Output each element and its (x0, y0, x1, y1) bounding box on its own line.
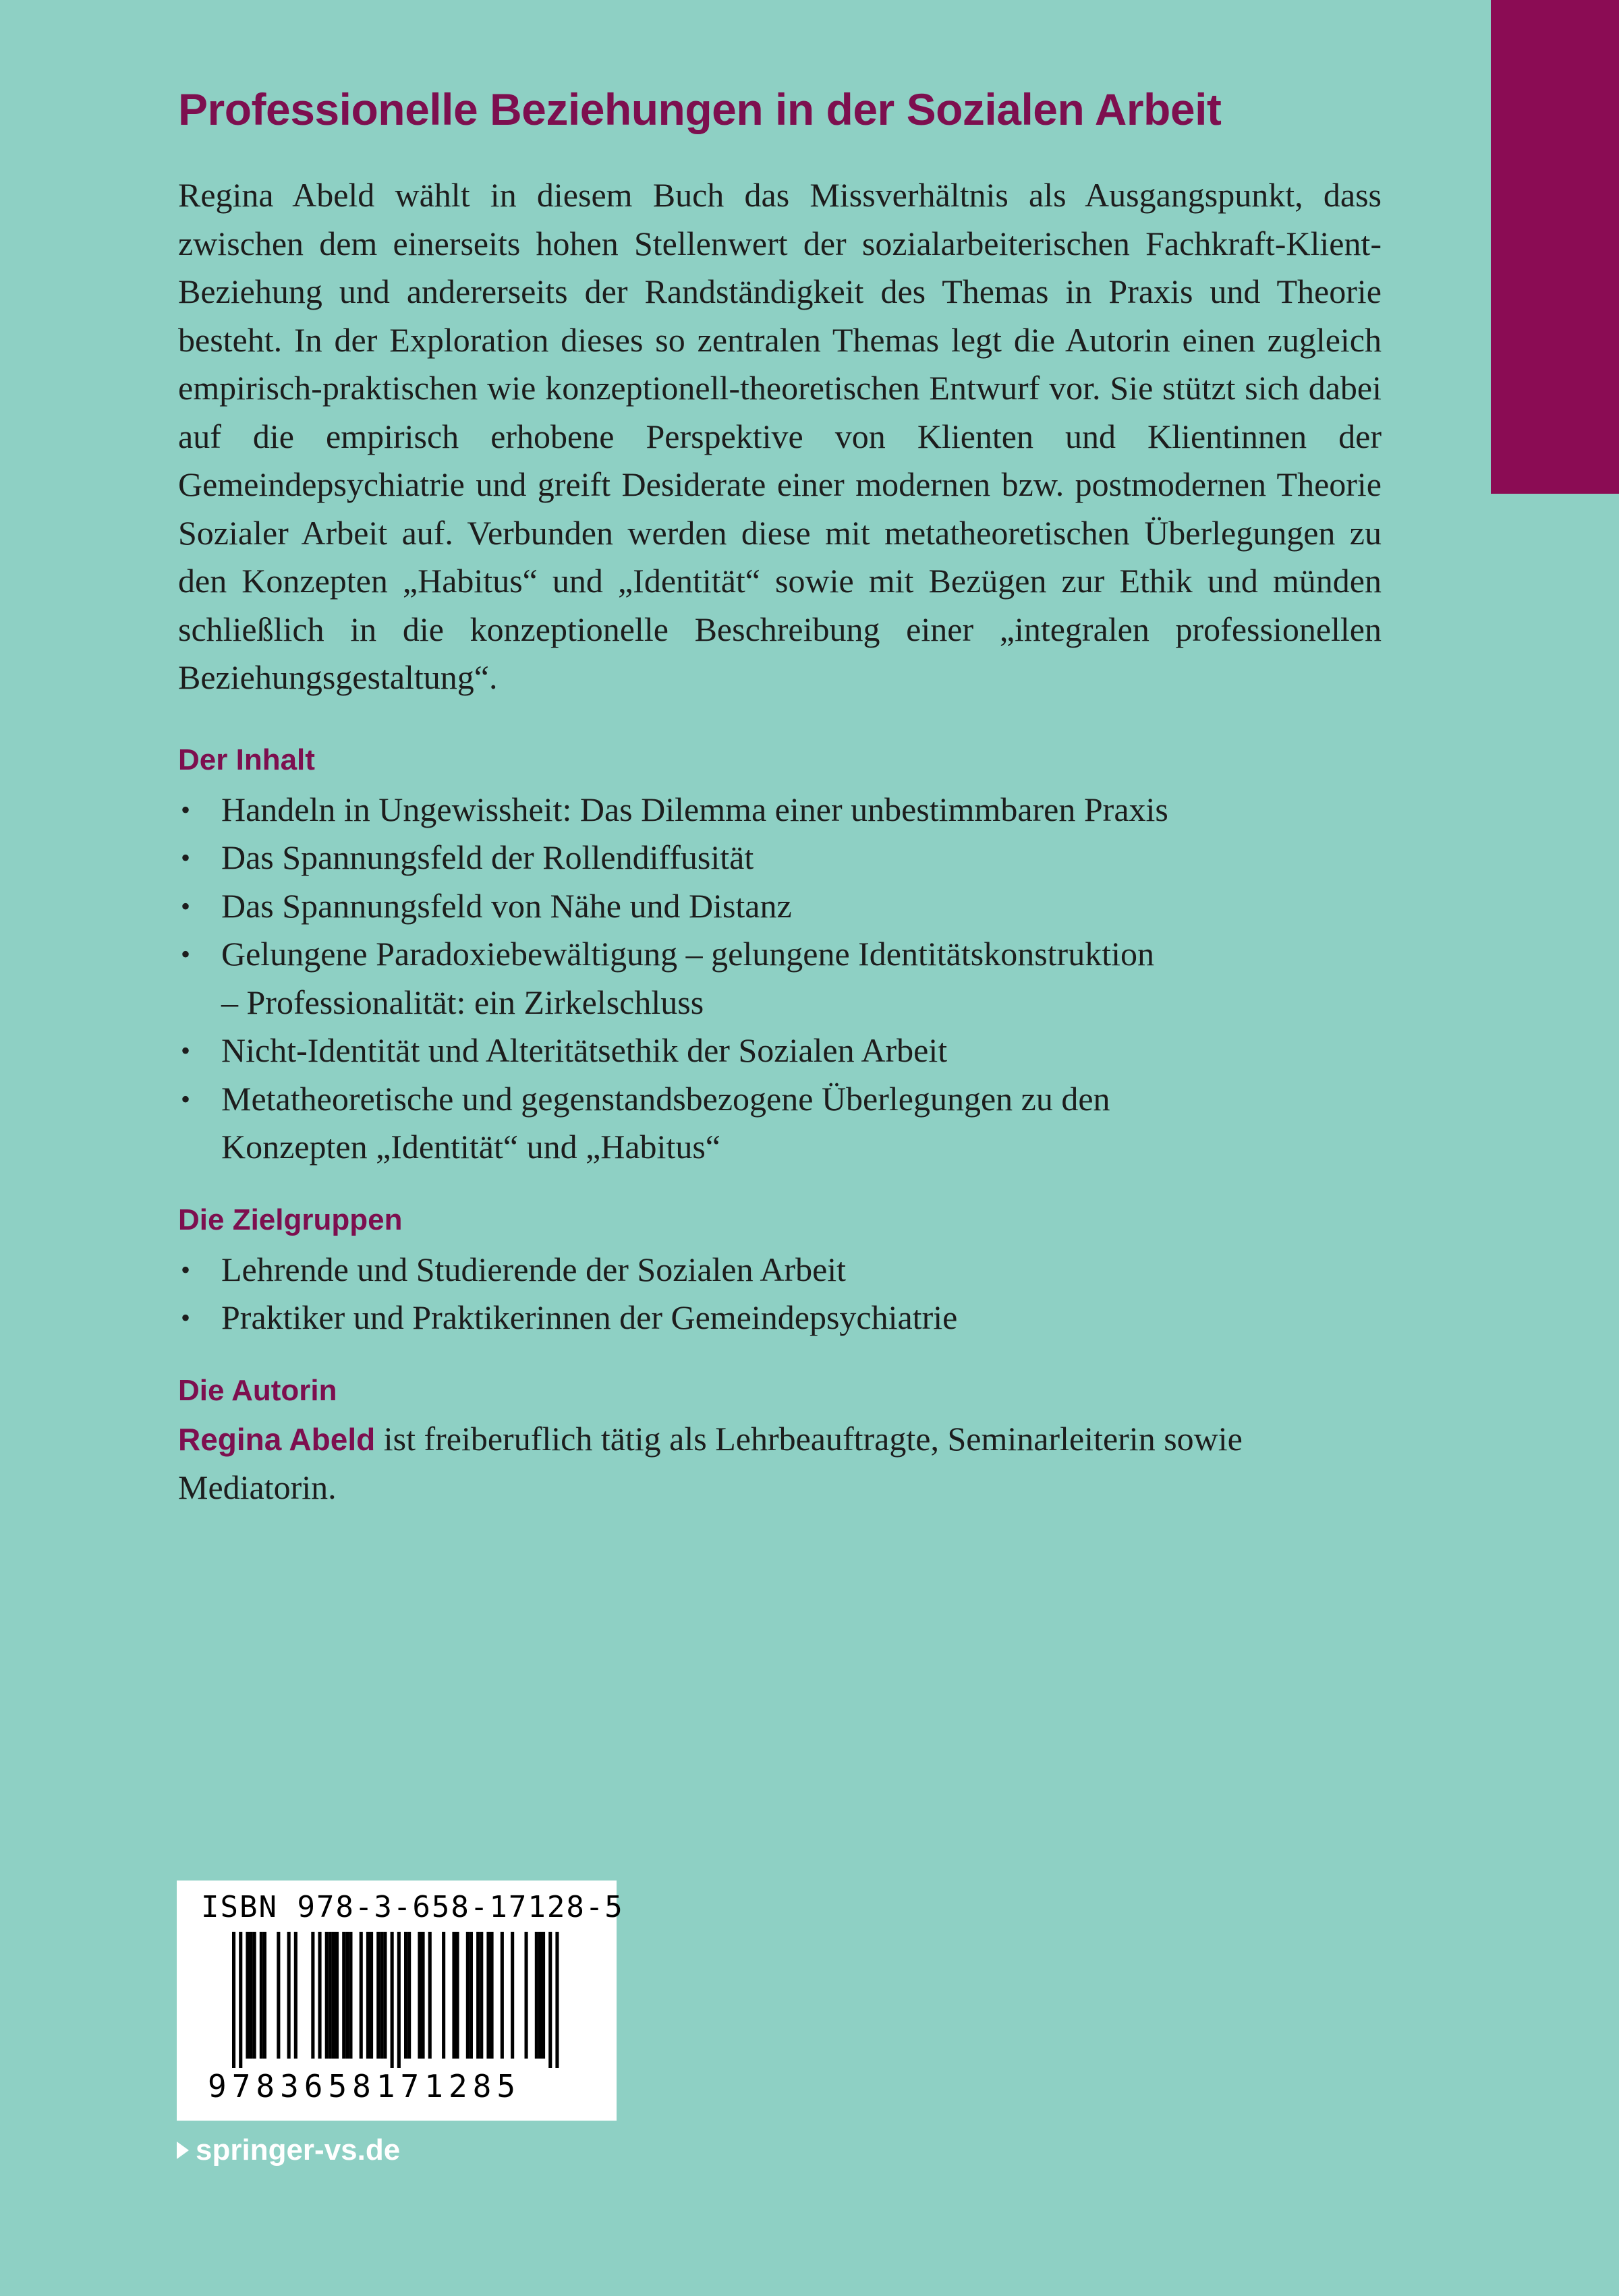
barcode-bar (360, 1932, 363, 2059)
barcode-bar (250, 1932, 253, 2059)
barcode-bar (329, 1932, 332, 2059)
book-blurb: Regina Abeld wählt in diesem Buch das Missverhältnis als Ausgangspunkt, dass zwischen dem einerseits hohen Stellenwert der sozialarbeiterischen Fachkraft-Klient-Beziehung und andererseits der Randständigkeit des Themas in Praxis und Theorie besteht. In der Exploration dieses so zentralen Themas legt die Autorin einen zugleich empirisch-praktischen wie konzeptionell-theoretischen Entwurf vor. Sie stützt sich dabei auf die empirisch erhobene Perspektive von Klienten und Klientinnen der Gemeindepsychiatrie und greift Desiderate einer modernen bzw. postmodernen Theorie Sozialer Arbeit auf. Verbunden werden diese mit metatheoretischen Überlegungen zu den Konzepten „Habitus“ und „Identität“ sowie mit Bezügen zur Ethik und münden schließlich in die konzeptionelle Beschreibung einer „integralen professionellen Beziehungsgestaltung“. (178, 176, 1382, 696)
barcode-bar (542, 1932, 545, 2059)
barcode-bar (345, 1932, 349, 2059)
list-item-text: Lehrende und Studierende der Sozialen Arbeit (221, 1250, 847, 1288)
barcode-bar (407, 1932, 411, 2059)
audience-section (178, 1199, 1382, 1342)
author-section (178, 1369, 1382, 1512)
author-heading: Die Autorin (178, 1373, 337, 1407)
barcode-bar (470, 1932, 473, 2059)
barcode-bar (535, 1932, 538, 2059)
barcode-bar (404, 1932, 407, 2059)
list-item-text: Das Spannungsfeld von Nähe und Distanz (221, 886, 792, 925)
contents-heading: Der Inhalt (178, 743, 315, 776)
arrow-right-icon (177, 2142, 189, 2159)
barcode-bar (397, 1932, 401, 2082)
barcode-bar (442, 1932, 445, 2059)
barcode-bar (232, 1932, 235, 2082)
list-item (178, 1294, 1382, 1342)
author-bio (178, 1415, 1382, 1512)
list-item-text: Handeln in Ungewissheit: Das Dilemma einer unbestimmbaren Praxis (221, 790, 1168, 828)
barcode-bar (311, 1932, 314, 2059)
barcode-bar (260, 1932, 263, 2059)
barcode-bar (466, 1932, 470, 2059)
bullet-icon: • (181, 890, 191, 921)
list-item (178, 786, 1382, 834)
barcode-bar (246, 1932, 249, 2059)
audience-heading: Die Zielgruppen (178, 1203, 403, 1236)
list-item-text: Das Spannungsfeld der Rollendiffusität (221, 838, 754, 876)
list-item (178, 1027, 1382, 1075)
ean-digits: 9783658171285 (204, 2068, 590, 2104)
barcode-bar (383, 1932, 387, 2059)
barcode-bar (486, 1932, 490, 2059)
barcode-bar (555, 1932, 559, 2082)
contents-section (178, 739, 1382, 1172)
barcode-bar (490, 1932, 494, 2059)
barcode-bar (325, 1932, 329, 2059)
list-item-text: Nicht-Identität und Alteritätsethik der Sozialen Arbeit (221, 1031, 948, 1069)
barcode-bar (501, 1932, 504, 2059)
barcode-bar (287, 1932, 291, 2059)
barcode-bar (380, 1932, 383, 2059)
barcode-bar (418, 1932, 421, 2059)
isbn-text: ISBN 978-3-658-17128-5 (201, 1890, 624, 1924)
barcode-bar (511, 1932, 514, 2059)
list-item (178, 1075, 1193, 1172)
book-title: Professionelle Beziehungen in der Sozialen Arbeit (178, 84, 1222, 134)
list-item-text: Praktiker und Praktikerinnen der Gemeindepsychiatrie (221, 1298, 958, 1336)
barcode-bar (318, 1932, 322, 2059)
bullet-icon: • (181, 1254, 191, 1285)
bullet-icon: • (181, 842, 191, 873)
barcode-bar (253, 1932, 256, 2059)
barcode-bar (452, 1932, 455, 2059)
barcode-bar (277, 1932, 280, 2059)
barcode-bar (422, 1932, 425, 2059)
barcode-bar (376, 1932, 380, 2059)
publisher-website-link[interactable] (177, 2131, 400, 2169)
list-item (178, 882, 1382, 931)
barcode-bar (332, 1932, 335, 2059)
barcode-bar (476, 1932, 480, 2059)
list-item-text: Metatheoretische und gegenstandsbezogene Überlegungen zu den Konzepten „Identität“ und „Habitus“ (221, 1079, 1110, 1166)
author-name: Regina Abeld (178, 1421, 376, 1457)
bullet-icon: • (181, 1083, 191, 1114)
barcode-bar (294, 1932, 297, 2059)
barcode-bar (456, 1932, 459, 2059)
audience-list (178, 1246, 1382, 1342)
publisher-link-text: springer-vs.de (196, 2133, 401, 2166)
list-item-text: Gelungene Paradoxiebewältigung – gelungene Identitätskonstruktion – Professionalität: ein Zirkelschluss (221, 935, 1154, 1021)
list-item (178, 930, 1179, 1027)
contents-list (178, 786, 1382, 1172)
list-item (178, 1246, 1382, 1294)
author-bio-text: ist freiberuflich tätig als Lehrbeauftragte, Seminarleiterin sowie Mediatorin. (178, 1419, 1243, 1506)
barcode-bar (263, 1932, 266, 2059)
bullet-icon: • (181, 939, 191, 969)
barcode-bar (370, 1932, 373, 2059)
bullet-icon: • (181, 1035, 191, 1066)
barcode-bar (391, 1932, 394, 2082)
accent-bar (1491, 0, 1619, 494)
barcode-bar (428, 1932, 432, 2059)
barcode-bar (239, 1932, 242, 2082)
barcode-bar (349, 1932, 352, 2059)
isbn-barcode (177, 1881, 624, 2121)
barcode-bar (480, 1932, 483, 2059)
bullet-icon: • (181, 794, 191, 825)
barcode-bar (548, 1932, 552, 2082)
barcode-bar (538, 1932, 542, 2059)
bullet-icon: • (181, 1302, 191, 1333)
barcode-bar (366, 1932, 370, 2059)
list-item (178, 834, 1382, 882)
back-cover-content (178, 80, 1382, 1512)
barcode-bar (525, 1932, 528, 2059)
barcode-bar (335, 1932, 339, 2059)
barcode-bar (342, 1932, 345, 2059)
